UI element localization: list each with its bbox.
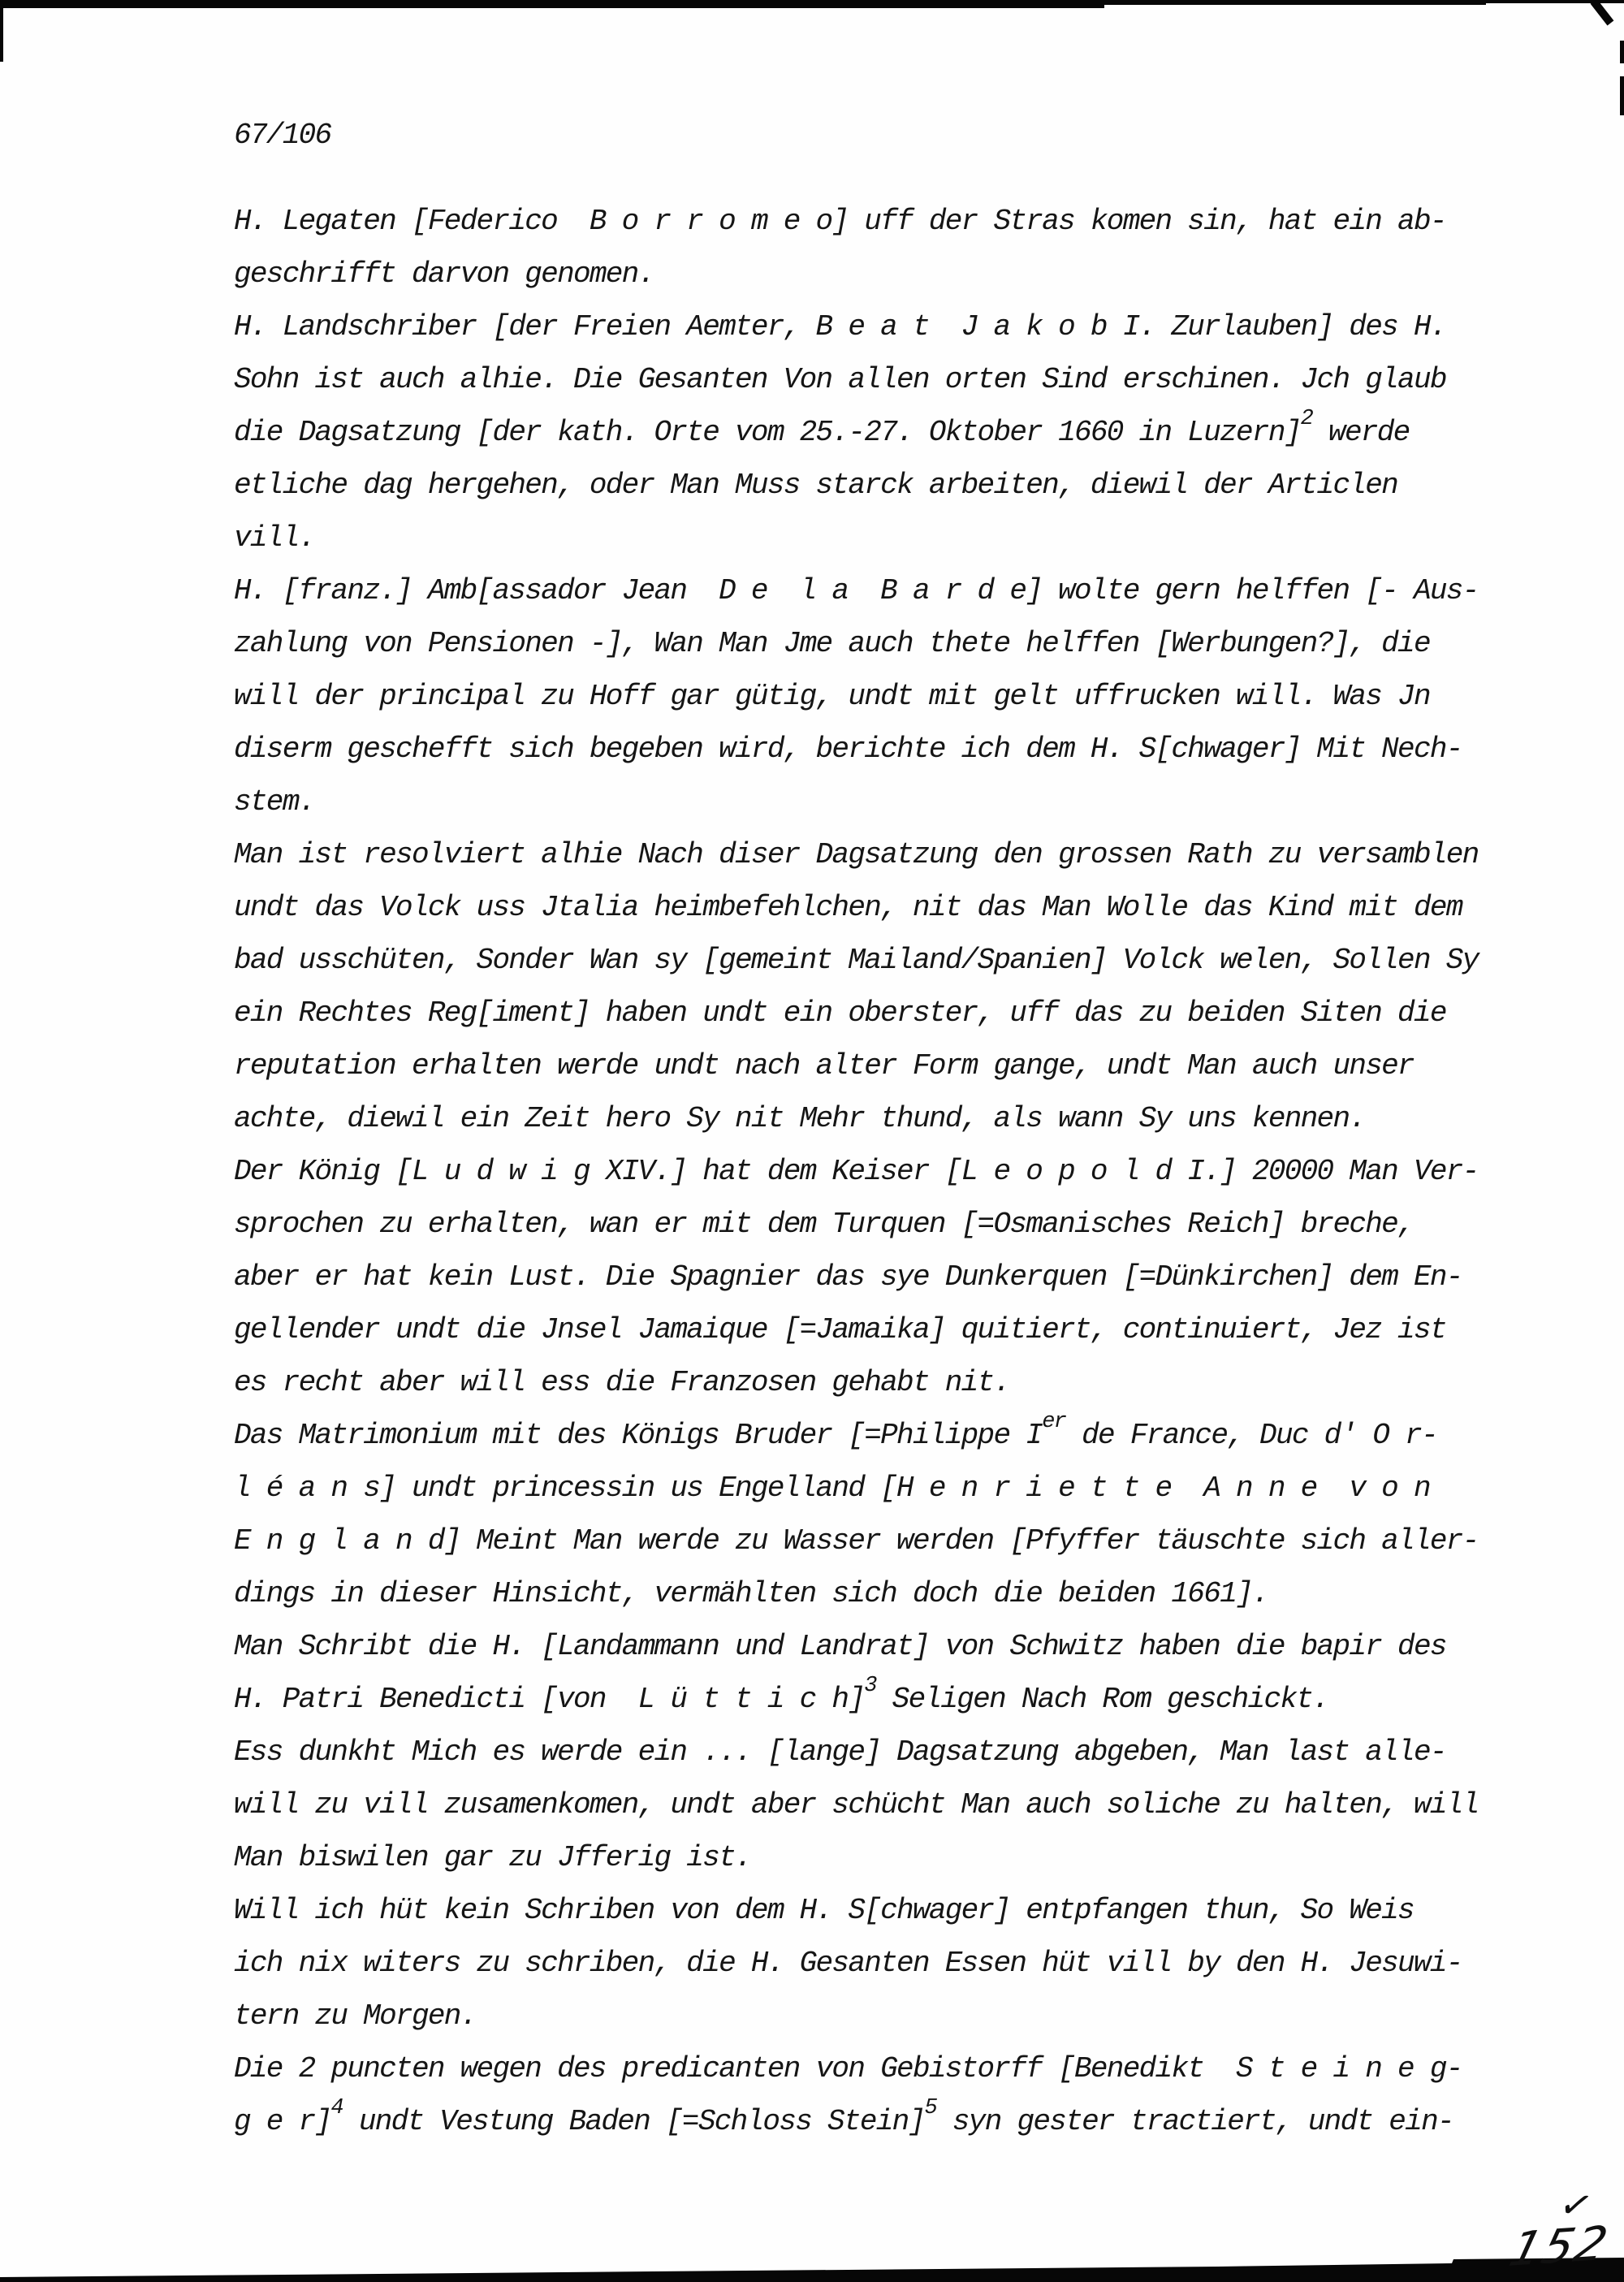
text-line: H. Legaten [Federico B o r r o m e o] uff der Stras komen sin, hat ein ab- bbox=[234, 205, 1446, 238]
text-line: Man ist resolviert alhie Nach diser Dagsatzung den grossen Rath zu versamblen bbox=[234, 838, 1479, 871]
scan-edge-top-bar-right bbox=[1104, 0, 1486, 5]
text-line: Sohn ist auch alhie. Die Gesanten Von allen orten Sind erschinen. Jch glaub bbox=[234, 363, 1446, 396]
text-line: vill. bbox=[234, 521, 315, 555]
text-line: Will ich hüt kein Schriben von dem H. S[chwager] entpfangen thun, So Weis bbox=[234, 1894, 1414, 1927]
text-line: l é a n s] undt princessin us Engelland [H e n r i e t t e A n n e v o n bbox=[234, 1472, 1430, 1505]
scan-edge-right-dash bbox=[1620, 41, 1624, 63]
text-line: dings in dieser Hinsicht, vermählten sich doch die beiden 1661]. bbox=[234, 1577, 1268, 1610]
text-line: Die 2 puncten wegen des predicanten von Gebistorff [Benedikt S t e i n e g- bbox=[234, 2052, 1462, 2085]
text-line: reputation erhalten werde undt nach alter Form gange, undt Man auch unser bbox=[234, 1049, 1414, 1083]
text-line: undt das Volck uss Jtalia heimbefehlchen, nit das Man Wolle das Kind mit dem bbox=[234, 891, 1462, 924]
text-line: will zu vill zusamenkomen, undt aber schücht Man auch soliche zu halten, will bbox=[234, 1788, 1479, 1822]
text-line: E n g l a n d] Meint Man werde zu Wasser werden [Pfyffer täuschte sich aller- bbox=[234, 1524, 1479, 1558]
scan-edge-left bbox=[0, 0, 3, 62]
text-line: Man Schribt die H. [Landammann und Landrat] von Schwitz haben die bapir des bbox=[234, 1630, 1446, 1663]
text-line: aber er hat kein Lust. Die Spagnier das sye Dunkerquen [=Dünkirchen] dem En- bbox=[234, 1260, 1462, 1294]
scan-edge-bottom bbox=[0, 2250, 1624, 2282]
handwritten-checkmark: ✓ bbox=[1554, 2181, 1598, 2228]
footnote-superscript: 4 bbox=[330, 2096, 343, 2120]
footnote-superscript: 2 bbox=[1300, 407, 1313, 431]
text-line: zahlung von Pensionen -], Wan Man Jme auch thete helffen [Werbungen?], die bbox=[234, 627, 1430, 660]
text-line: es recht aber will ess die Franzosen gehabt nit. bbox=[234, 1366, 1010, 1399]
text-line: achte, diewil ein Zeit hero Sy nit Mehr thund, als wann Sy uns kennen. bbox=[234, 1102, 1366, 1135]
text-line: sprochen zu erhalten, wan er mit dem Turquen [=Osmanisches Reich] breche, bbox=[234, 1208, 1414, 1241]
text-line: H. Patri Benedicti [von L ü t t i c h]$^3$ Seligen Nach Rom geschickt. bbox=[234, 1674, 1329, 1716]
text-line: will der principal zu Hoff gar gütig, undt mit gelt uffrucken will. Was Jn bbox=[234, 680, 1430, 713]
text-line: ein Rechtes Reg[iment] haben undt ein oberster, uff das zu beiden Siten die bbox=[234, 996, 1446, 1030]
text-line: geschrifft darvon genomen. bbox=[234, 257, 654, 291]
text-line: gellender undt die Jnsel Jamaique [=Jamaika] quitiert, continuiert, Jez ist bbox=[234, 1313, 1446, 1346]
text-line: H. [franz.] Amb[assador Jean D e l a B a r d e] wolte gern helffen [- Aus- bbox=[234, 574, 1479, 607]
text-line: ich nix witers zu schriben, die H. Gesanten Essen hüt vill by den H. Jesuwi- bbox=[234, 1947, 1462, 1980]
text-line: bad usschüten, Sonder Wan sy [gemeint Mailand/Spanien] Volck welen, Sollen Sy bbox=[234, 944, 1479, 977]
page-corner-fold-mark bbox=[1591, 0, 1614, 25]
text-line: die Dagsatzung [der kath. Orte vom 25.-27. Oktober 1660 in Luzern]$^2$ werde bbox=[234, 407, 1410, 449]
footnote-superscript: er bbox=[1042, 1410, 1066, 1434]
text-line: g e r]$^4$ undt Vestung Baden [=Schloss Stein]$^5$ syn gester tractiert, undt ein- bbox=[234, 2096, 1453, 2138]
handwritten-page-number: 152 bbox=[1504, 2215, 1615, 2277]
page-number: 67/106 bbox=[234, 119, 331, 152]
text-line: etliche dag hergehen, oder Man Muss starck arbeiten, diewil der Articlen bbox=[234, 469, 1398, 502]
text-line: tern zu Morgen. bbox=[234, 1999, 477, 2033]
text-line: Man biswilen gar zu Jfferig ist. bbox=[234, 1841, 751, 1874]
scan-edge-top-bar bbox=[0, 0, 1104, 8]
text-line: Das Matrimonium mit des Königs Bruder [=Philippe Ier de France, Duc d' O r- bbox=[234, 1410, 1437, 1452]
letter-body bbox=[234, 195, 1549, 2148]
text-line: H. Landschriber [der Freien Aemter, B e a t J a k o b I. Zurlauben] des H. bbox=[234, 310, 1446, 344]
text-line: Der König [L u d w i g XIV.] hat dem Keiser [L e o p o l d I.] 20000 Man Ver- bbox=[234, 1155, 1479, 1188]
footnote-superscript: 5 bbox=[924, 2096, 936, 2120]
text-line: Ess dunkht Mich es werde ein ... [lange] Dagsatzung abgeben, Man last alle- bbox=[234, 1735, 1446, 1769]
text-line: stem. bbox=[234, 785, 315, 819]
scan-edge-right-dash bbox=[1620, 76, 1624, 115]
text-line: diserm geschefft sich begeben wird, berichte ich dem H. S[chwager] Mit Nech- bbox=[234, 733, 1462, 766]
footnote-superscript: 3 bbox=[864, 1674, 876, 1698]
